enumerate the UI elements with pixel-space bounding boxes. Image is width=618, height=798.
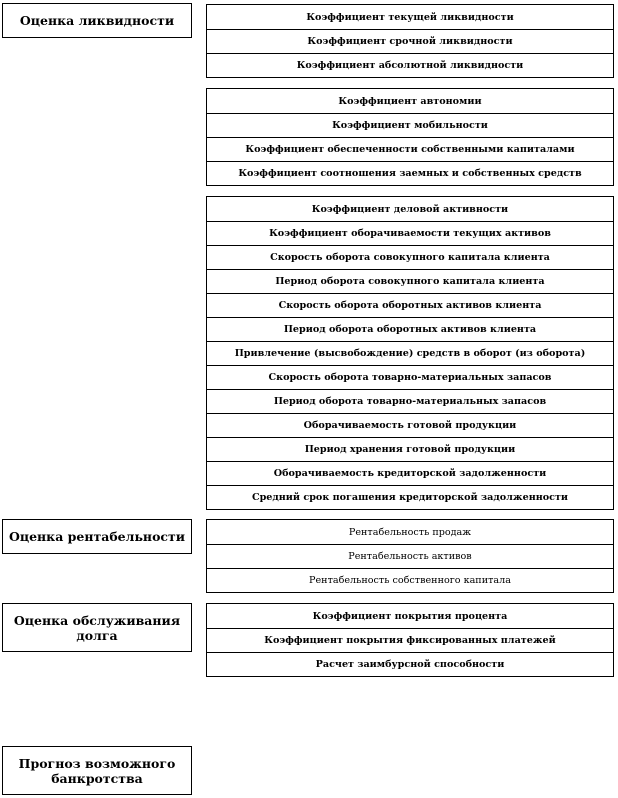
ratio-item: Коэффициент покрытия фиксированных платежей bbox=[207, 628, 613, 652]
ratio-item: Скорость оборота товарно-материальных запасов bbox=[207, 365, 613, 389]
ratio-item: Период хранения готовой продукции bbox=[207, 437, 613, 461]
ratio-item: Привлечение (высвобождение) средств в оборот (из оборота) bbox=[207, 341, 613, 365]
ratio-group-liquidity bbox=[206, 4, 614, 78]
ratio-item: Средний срок погашения кредиторской задолженности bbox=[207, 485, 613, 509]
ratio-item: Рентабельность продаж bbox=[348, 526, 472, 538]
ratio-item: Скорость оборота совокупного капитала клиента bbox=[207, 245, 613, 269]
ratio-item: Период оборота оборотных активов клиента bbox=[207, 317, 613, 341]
ratio-item: Рентабельность собственного капитала bbox=[207, 568, 613, 592]
ratio-item: Расчет заимбурсной способности bbox=[207, 652, 613, 676]
ratio-item: Коэффициент срочной ликвидности bbox=[207, 29, 613, 53]
category-bankruptcy: Прогноз возможного банкротства bbox=[2, 746, 192, 795]
ratio-item: Коэффициент автономии bbox=[338, 95, 482, 107]
ratio-item: Период оборота совокупного капитала клиента bbox=[207, 269, 613, 293]
ratio-item: Коэффициент абсолютной ликвидности bbox=[207, 53, 613, 77]
ratio-group-stability bbox=[206, 88, 614, 186]
ratio-item: Скорость оборота оборотных активов клиента bbox=[207, 293, 613, 317]
ratio-item: Оборачиваемость готовой продукции bbox=[207, 413, 613, 437]
ratio-item: Коэффициент текущей ликвидности bbox=[306, 11, 514, 23]
category-liquidity: Оценка ликвидности bbox=[2, 3, 192, 38]
ratio-item: Коэффициент обеспеченности собственными капиталами bbox=[207, 137, 613, 161]
ratio-item: Коэффициент мобильности bbox=[207, 113, 613, 137]
ratio-group-activity bbox=[206, 196, 614, 510]
ratio-group-debt-service bbox=[206, 603, 614, 677]
ratio-item: Оборачиваемость кредиторской задолженности bbox=[207, 461, 613, 485]
ratio-item: Коэффициент деловой активности bbox=[311, 203, 509, 215]
ratio-item: Рентабельность активов bbox=[207, 544, 613, 568]
ratio-item: Коэффициент покрытия процента bbox=[312, 610, 508, 622]
ratio-item: Коэффициент соотношения заемных и собственных средств bbox=[207, 161, 613, 185]
category-debt-service: Оценка обслуживания долга bbox=[2, 603, 192, 652]
ratio-item: Коэффициент оборачиваемости текущих активов bbox=[207, 221, 613, 245]
category-profitability: Оценка рентабельности bbox=[2, 519, 192, 554]
ratio-item: Период оборота товарно-материальных запасов bbox=[207, 389, 613, 413]
ratio-group-profitability bbox=[206, 519, 614, 593]
